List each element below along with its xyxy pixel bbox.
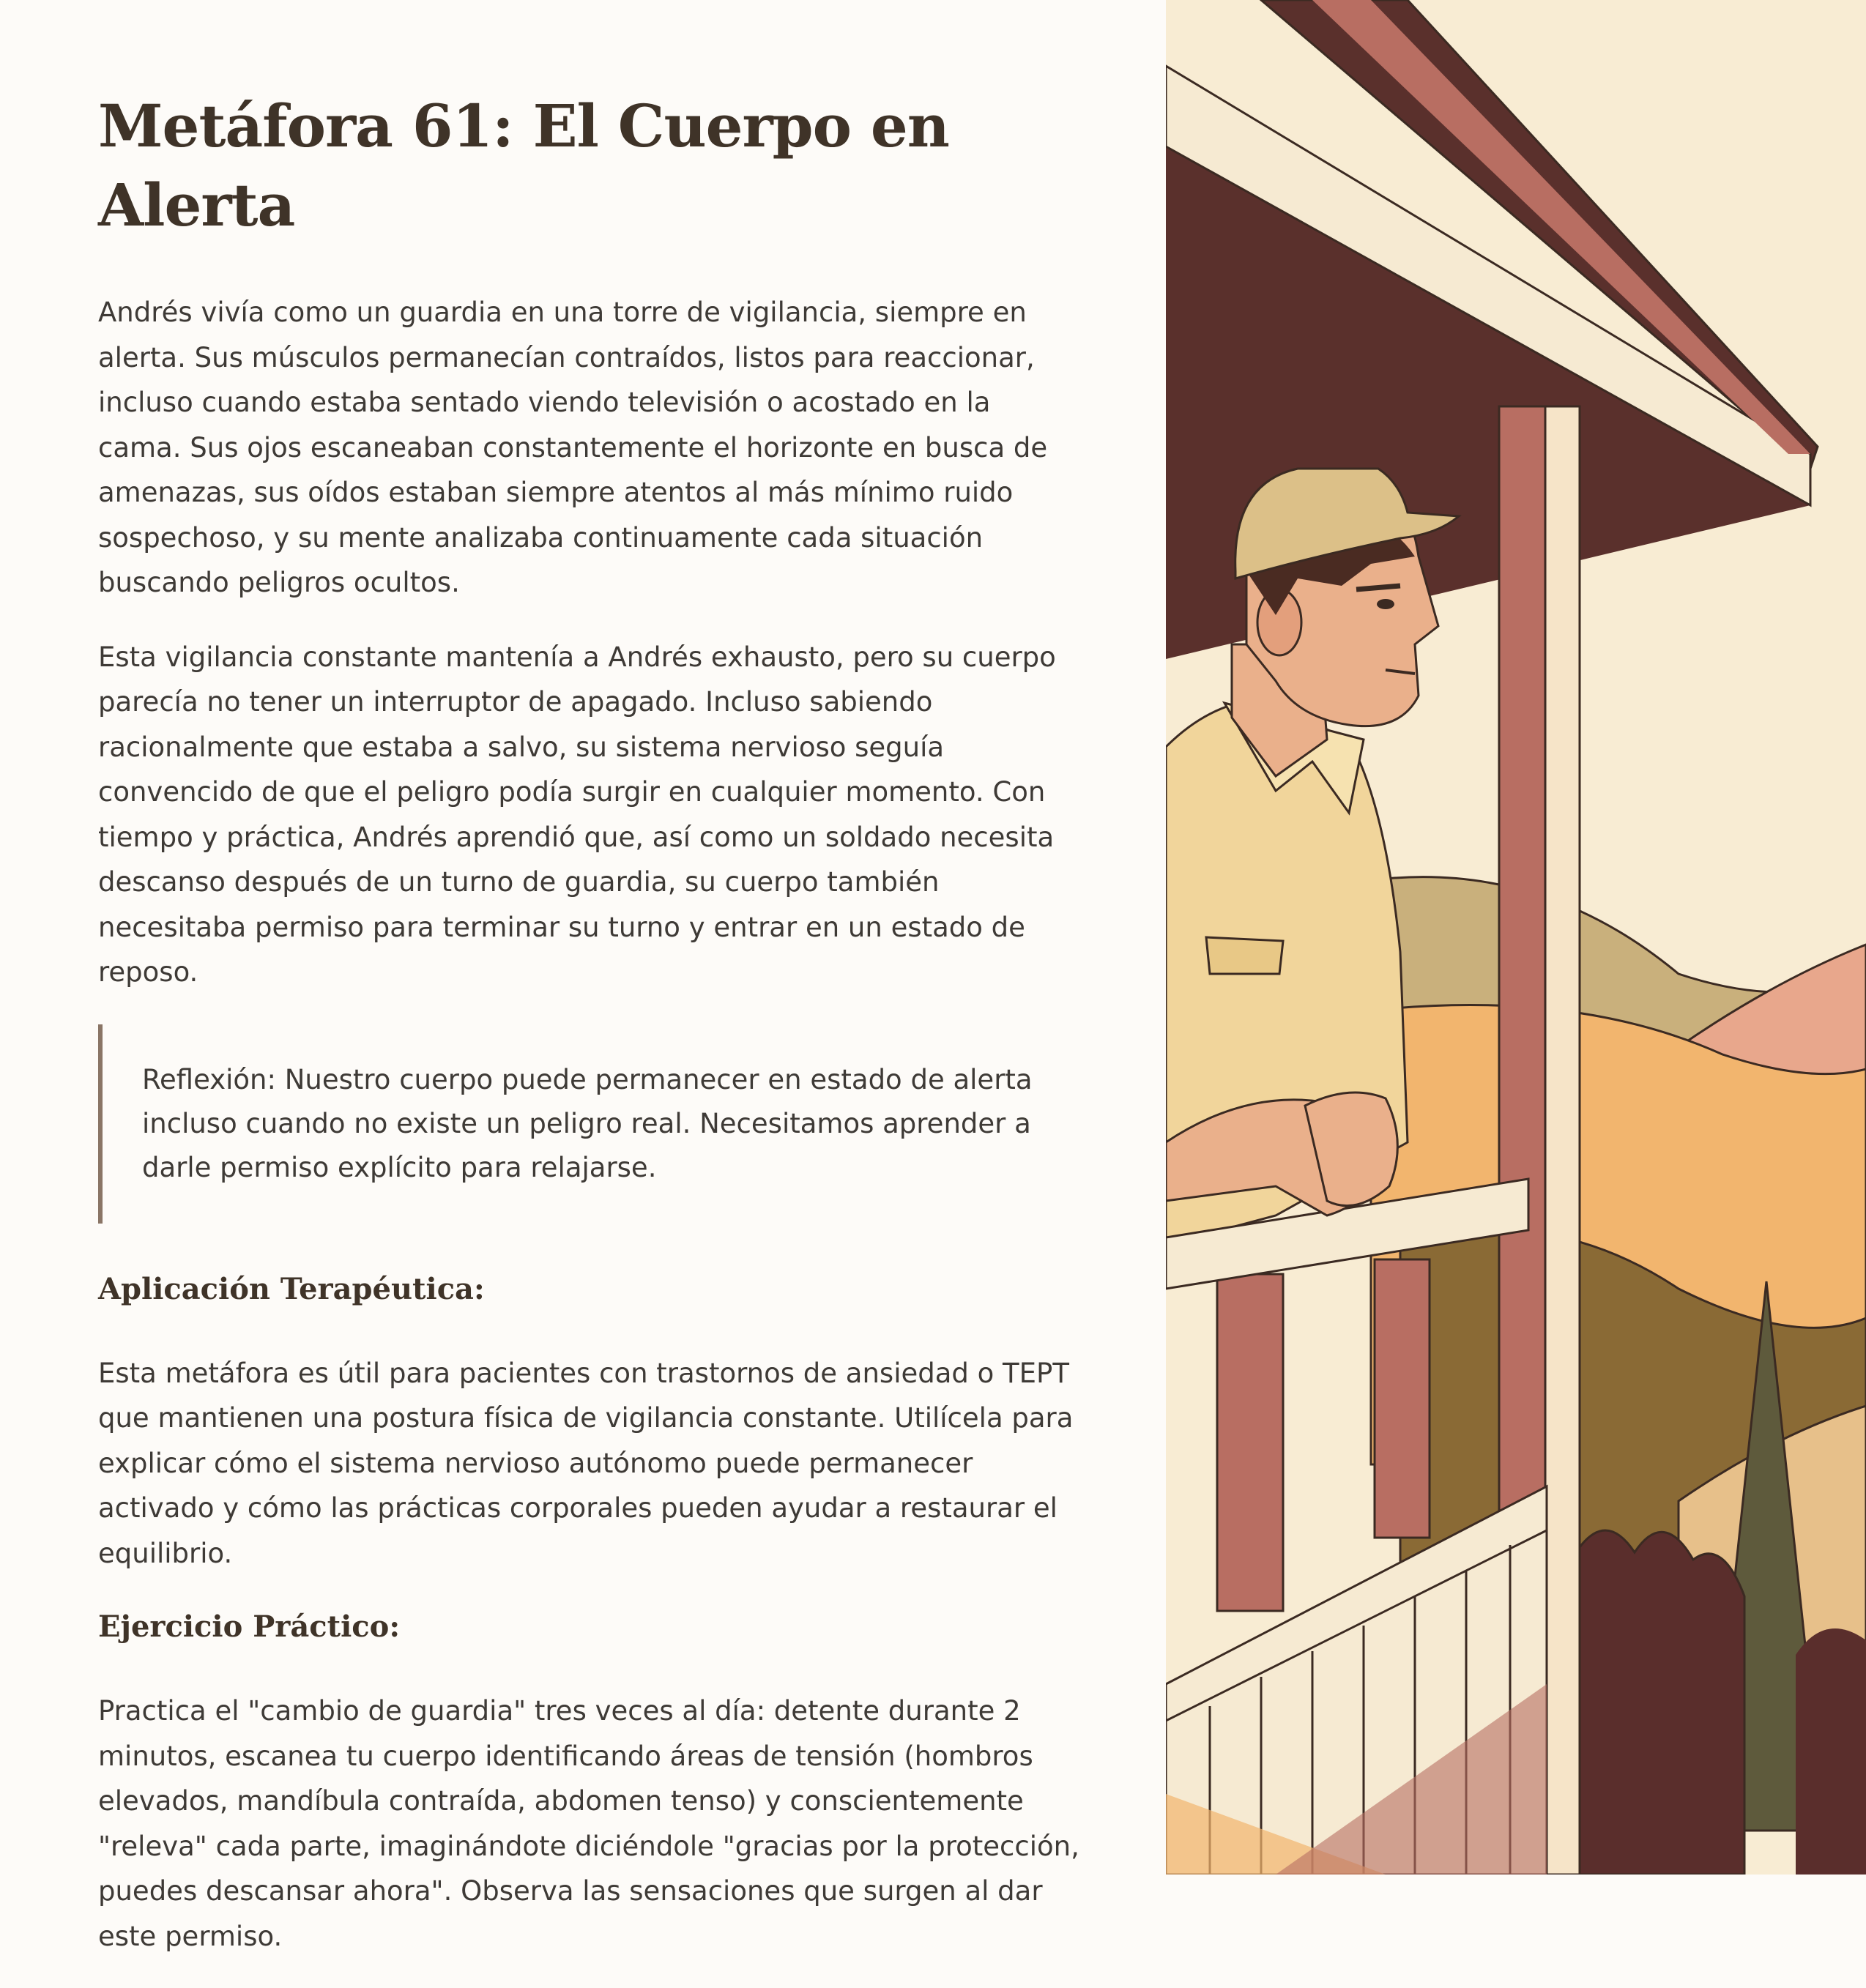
story-paragraph: Esta vigilancia constante mantenía a Andrés exhausto, pero su cuerpo parecía no tener un interruptor de apagado. Incluso sabiendo racionalmente que estaba a salvo, su sistema nervioso seguía convencido de que el peligro podía surgir en cualquier momento. Con tiempo y práctica, Andrés aprendió que, así como un soldado necesita descanso después de un turno de guardia, su cuerpo también necesitaba permiso para terminar su turno y entrar en un estado de reposo.: [98, 641, 1056, 988]
story-paragraph: Andrés vivía como un guardia en una torre de vigilancia, siempre en alerta. Sus músculos permanecían contraídos, listos para reaccionar, incluso cuando estaba sentado viendo televisión o acostado en la cama. Sus ojos escaneaban constantemente el horizonte en busca de amenazas, sus oídos estaban siempre atentos al más mínimo ruido sospechoso, y su mente analizaba continuamente cada situación buscando peligros ocultos.: [98, 297, 1048, 598]
tower-post-highlight: [1545, 406, 1580, 1875]
bushes-right: [1796, 1628, 1866, 1875]
illustration-guard-watchtower: [1166, 0, 1866, 1875]
illustration-svg: [1166, 0, 1866, 1875]
rail-post: [1375, 1259, 1430, 1538]
application-heading: Aplicación Terapéutica:: [98, 1271, 485, 1306]
bushes: [1576, 1530, 1744, 1875]
guard-eyebrow: [1356, 586, 1400, 589]
exercise-heading: Ejercicio Práctico:: [98, 1609, 401, 1644]
exercise-text: Practica el "cambio de guardia" tres veces al día: detente durante 2 minutos, escanea tu cuerpo identificando áreas de tensión (hombros elevados, mandíbula contraída, abdomen tenso) y conscientemente "releva" cada parte, imaginándote diciéndole "gracias por la protección, puedes descansar ahora". Observa las sensaciones que surgen al dar este permiso.: [98, 1695, 1079, 1952]
shirt-pocket: [1206, 937, 1283, 974]
rail-post: [1217, 1274, 1283, 1611]
page-title: Metáfora 61: El Cuerpo en Alerta: [98, 92, 949, 239]
guard-eye: [1377, 599, 1394, 609]
reflection-quote: Reflexión: Nuestro cuerpo puede permanecer en estado de alerta incluso cuando no existe un peligro real. Necesitamos aprender a darle permiso explícito para relajarse.: [98, 1024, 1079, 1224]
application-text: Esta metáfora es útil para pacientes con trastornos de ansiedad o TEPT que mantienen una postura física de vigilancia constante. Utilícela para explicar cómo el sistema nervioso autónomo puede permanecer activado y cómo las prácticas corporales pueden ayudar a restaurar el equilibrio.: [98, 1357, 1074, 1569]
article: [98, 86, 1079, 1988]
